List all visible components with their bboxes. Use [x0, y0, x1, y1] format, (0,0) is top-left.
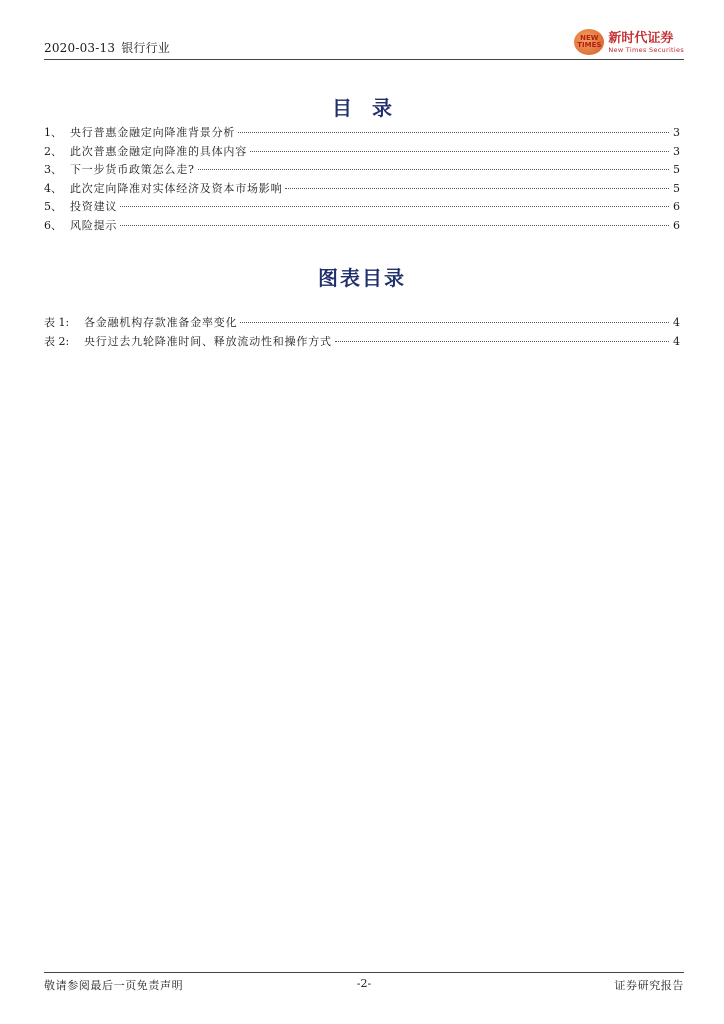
- page-header: [44, 28, 684, 60]
- toc-entry[interactable]: 6、 风险提示 6: [44, 217, 680, 236]
- disclaimer-note: 敬请参阅最后一页免责声明: [44, 979, 184, 992]
- report-sector: 银行行业: [121, 41, 170, 55]
- figures-heading: 图表目录: [318, 266, 406, 290]
- toc-entry-label: 投资建议: [70, 200, 118, 214]
- figures-list: [44, 314, 680, 351]
- toc-entry-label: 此次普惠金融定向降准的具体内容: [70, 144, 247, 158]
- header-divider: [44, 59, 684, 60]
- toc-entry-page: 5: [673, 163, 680, 177]
- figure-entry-page: 4: [673, 334, 680, 348]
- toc-entry-label: 下一步货币政策怎么走?: [70, 163, 195, 177]
- page-number: -2-: [356, 977, 372, 990]
- leader-dots: [120, 206, 669, 207]
- leader-dots: [238, 132, 669, 133]
- toc-entry-label: 此次定向降准对实体经济及资本市场影响: [70, 181, 283, 195]
- logo-emblem-icon: NEW TIMES: [574, 29, 604, 55]
- toc-entry[interactable]: 1、 央行普惠金融定向降准背景分析 3: [44, 124, 680, 143]
- toc-list: [44, 124, 680, 236]
- toc-entry-page: 6: [673, 200, 680, 214]
- page-footer: [44, 972, 684, 996]
- logo-name-cn: 新时代证券: [608, 30, 674, 46]
- leader-dots: [335, 341, 669, 342]
- toc-entry[interactable]: 5、 投资建议 6: [44, 198, 680, 217]
- toc-entry[interactable]: 3、 下一步货币政策怎么走? 5: [44, 161, 680, 180]
- toc-entry-page: 6: [673, 218, 680, 232]
- toc-heading: 目录: [332, 96, 412, 120]
- toc-entry-label: 央行普惠金融定向降准背景分析: [70, 126, 236, 139]
- report-date: 2020-03-13: [44, 41, 116, 55]
- toc-entry[interactable]: 2、 此次普惠金融定向降准的具体内容 3: [44, 143, 680, 162]
- footer-divider: [44, 972, 684, 973]
- leader-dots: [240, 322, 669, 323]
- leader-dots: [285, 188, 669, 189]
- leader-dots: [198, 169, 669, 170]
- company-logo: [574, 27, 684, 57]
- toc-entry-label: 风险提示: [70, 218, 118, 232]
- header-info: [44, 39, 170, 56]
- report-type: 证券研究报告: [614, 979, 684, 992]
- figure-entry[interactable]: 表 1: 各金融机构存款准备金率变化 4: [44, 314, 680, 333]
- leader-dots: [120, 225, 669, 226]
- figure-entry-page: 4: [673, 316, 680, 329]
- toc-entry-page: 3: [673, 144, 680, 158]
- toc-entry-page: 5: [673, 181, 680, 195]
- leader-dots: [250, 151, 669, 152]
- figure-entry-label: 央行过去九轮降准时间、释放流动性和操作方式: [84, 334, 332, 348]
- toc-entry-page: 3: [673, 126, 680, 139]
- logo-name-en: New Times Securities: [608, 45, 684, 54]
- figure-entry[interactable]: 表 2: 央行过去九轮降准时间、释放流动性和操作方式 4: [44, 333, 680, 352]
- toc-entry[interactable]: 4、 此次定向降准对实体经济及资本市场影响 5: [44, 180, 680, 199]
- figure-entry-label: 各金融机构存款准备金率变化: [84, 316, 238, 329]
